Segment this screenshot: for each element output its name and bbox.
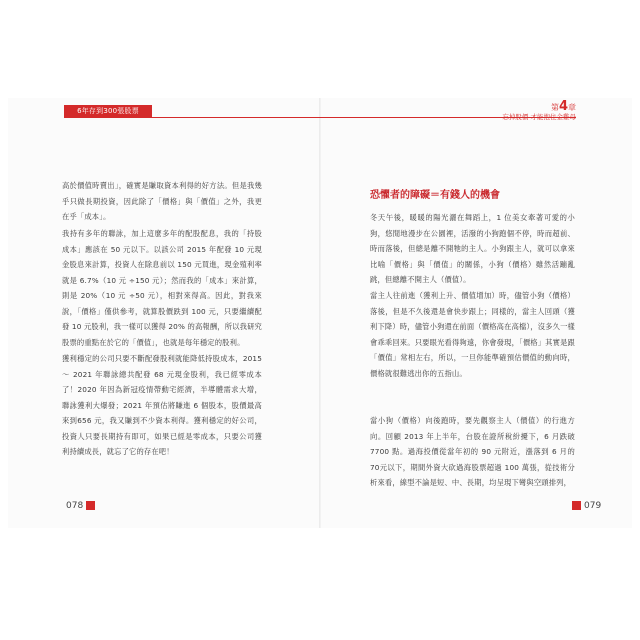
header-rule-left — [152, 117, 320, 118]
left-paragraph-2: 我持有多年的聯詠，加上這麼多年的配股配息，我的「持股成本」應該在 50 元以下。以該公司 2015 年配發 10 元現金股息來計算，投資人在除息前以 150 元買進，現金殖利率就是 6.7%（10 元 ÷150 元）；然而我的「成本」來計算，則是 20%（10 元 ÷50 元），相對來得高。因此，對我來說，「價格」僅供參考，就算股價跌到 100 元，只要繼續配發 10 元股利，我一樣可以獲得 20% 的高報酬，所以我研究股票的重點在於它的「價值」，也就是每年穩定的股利。 — [62, 229, 262, 347]
book-tag-band: 6年存到300張股票 — [64, 105, 152, 118]
folio-marker-left — [86, 501, 95, 510]
page-number-right: 079 — [584, 501, 602, 511]
left-paragraph-1: 高於價值時賣出」，確實是賺取資本利得的好方法。但是我幾乎只做長期投資，因此除了「價格」與「價值」之外，我更在乎「成本」。 — [62, 181, 262, 221]
section-title: 恐懼者的障礙＝有錢人的機會 — [370, 190, 500, 201]
folio-marker-right — [572, 501, 581, 510]
right-paragraph-3: 當小狗（價格）向後跑時，要先觀察主人（價值）的行進方向。回顧 2013 年上半年，台股在證所稅紛擾下，6 月跌破7700 點。過海投價從當年初的 90 元附近，漲落到 6 月的 70元以下，期間外資大砍過海股票超過 100 萬張，從技術分析來看，線型不論是短、中、長期，均呈現下彎與空頭排列， — [370, 416, 575, 487]
chapter-subtitle: 忘掉股價 才能抱住金雞母 — [502, 113, 576, 121]
right-paragraph-2: 當主人往前進（獲利上升、價值增加）時，儘管小狗（價格）落後，但是不久後還是會快步跟上；同樣的，當主人回頭（獲利下降）時，儘管小狗還在前面（價格高在高檔），沒多久一樣會乖乖回來。只要眼光看得夠遠，你會發現，「價格」其實是跟「價值」常相左右，所以，一旦你能準確預估價值的動向時，價格就很難逃出你的五指山。 — [370, 291, 575, 378]
chapter-suffix: 章 — [568, 103, 576, 112]
page-number-left: 078 — [66, 501, 84, 511]
right-paragraph-1: 冬天午後，暖暖的陽光灑在舞蹈上，1 位美女牽著可愛的小狗，悠閒地漫步在公園裡，活潑的小狗跑個不停，時而超前、時而落後，但總是離不開牠的主人。小狗跟主人，就可以拿來比喻「價格」與「價值」的關係，小狗（價格）雖然活蹦亂跳，但總離不開主人（價值）。 — [370, 213, 575, 284]
book-gutter — [319, 98, 321, 528]
left-paragraph-3: 獲利穩定的公司只要不斷配發股利就能降低持股成本，2015 ～ 2021 年聯詠總共配發 68 元現金股利，我已經零成本了！2020 年因為新冠疫情帶動宅經濟，半導體需求大增，聯詠獲利大爆發；2021 年預估將賺進 6 個股本，股價最高來到656 元，我又賺到不少資本利得。獲利穩定的好公司，投資人只要長期持有即可，如果已經是零成本，只要公司獲利持續成長，就忘了它的存在吧！ — [62, 354, 262, 456]
chapter-prefix: 第 — [550, 103, 559, 112]
chapter-number: 4 — [558, 99, 568, 114]
